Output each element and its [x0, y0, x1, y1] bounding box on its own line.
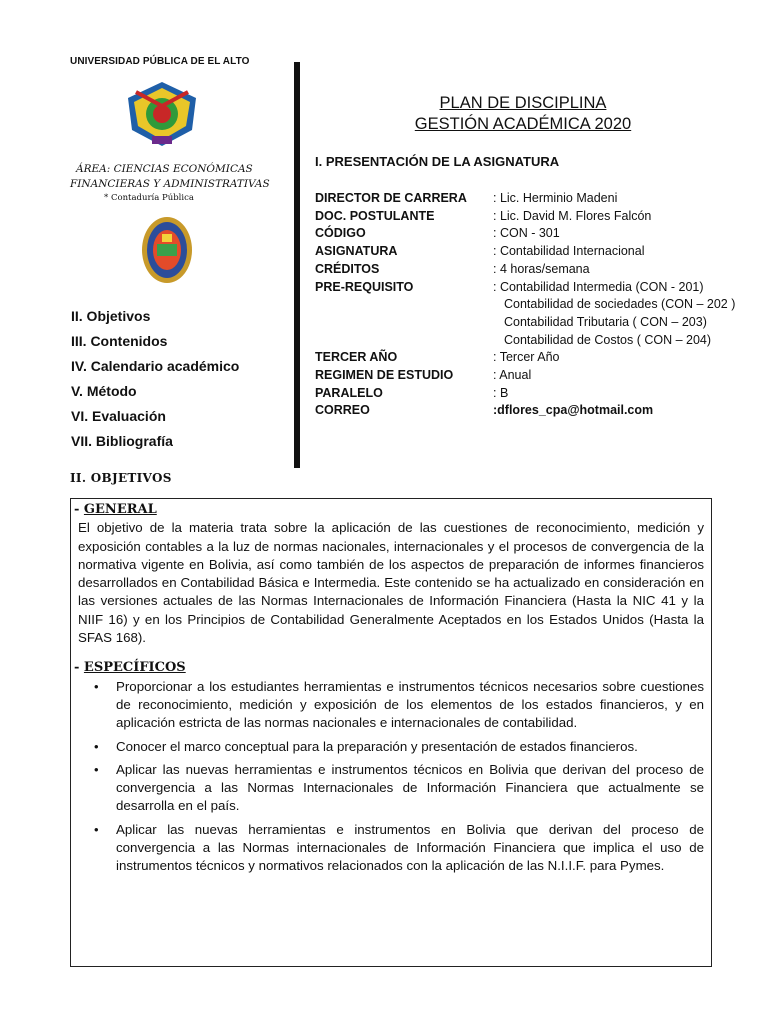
info-row: CRÉDITOS : 4 horas/semana: [315, 261, 590, 276]
prereq-item: Contabilidad Tributaria ( CON – 203): [504, 314, 707, 329]
area-label: ÁREA: CIENCIAS ECONÓMICAS FINANCIERAS Y ADMINISTRATIVAS: [70, 163, 270, 190]
section-1-heading: I. PRESENTACIÓN DE LA ASIGNATURA: [315, 154, 560, 169]
info-row: ASIGNATURA : Contabilidad Internacional: [315, 244, 645, 259]
list-item: • Aplicar las nuevas herramientas e instrumentos en Bolivia que derivan del proceso de convergencia a las Normas internacionales de Información Financiera que implica el uso de instrumentos técnicos y normativos relacionados con la aplicación de las N.I.I.F. para Pymes.: [116, 821, 704, 876]
plan-title: PLAN DE DISCIPLINA: [439, 94, 607, 112]
toc-item: IV. Calendario académico: [71, 358, 240, 374]
info-row: DOC. POSTULANTE : Lic. David M. Flores Falcón: [315, 208, 652, 223]
info-row: CÓDIGO : CON - 301: [315, 226, 560, 241]
list-item: • Conocer el marco conceptual para la preparación y presentación de estados financieros.: [116, 738, 704, 756]
university-seal-logo: [122, 78, 202, 150]
toc-item: III. Contenidos: [71, 333, 168, 349]
list-item: • Aplicar las nuevas herramientas e instrumentos técnicos en Bolivia que derivan del proceso de convergencia a las Normas Internacionales de Información Financiera que actualmente se desarrolla en el país.: [116, 761, 704, 816]
toc-item: II. Objetivos: [71, 308, 151, 324]
toc-item: VI. Evaluación: [71, 408, 166, 424]
prereq-item: Contabilidad de sociedades (CON – 202 ): [504, 297, 736, 312]
subject-info: [315, 190, 755, 420]
list-item: • Proporcionar a los estudiantes herramientas e instrumentos técnicos necesarios sobre cuestiones de reconocimiento, medición y exposición de los elementos de los estados financieros, y en aplicación estricta de las normas nacionales e internacionales de contabilidad.: [116, 678, 704, 733]
specific-list: [74, 678, 704, 876]
table-of-contents: [71, 304, 239, 454]
info-row: PRE-REQUISITO : Contabilidad Intermedia (CON - 201): [315, 279, 704, 294]
university-name: UNIVERSIDAD PÚBLICA DE EL ALTO: [70, 56, 250, 67]
plan-title-block: [300, 93, 746, 135]
toc-item: VII. Bibliografía: [71, 433, 173, 449]
specific-heading: - ESPECÍFICOS: [74, 660, 186, 676]
career-seal-logo: [140, 214, 194, 286]
toc-item: V. Método: [71, 383, 137, 399]
info-row: REGIMEN DE ESTUDIO : Anual: [315, 368, 532, 383]
career-label: * Contaduría Pública: [104, 193, 194, 203]
plan-subtitle: GESTIÓN ACADÉMICA 2020: [414, 115, 632, 133]
email-address: :dflores_cpa@hotmail.com: [493, 403, 654, 418]
general-paragraph: El objetivo de la materia trata sobre la aplicación de las cuestiones de reconocimiento, medición y exposición contables a la luz de normas nacionales, internacionales y el procesos de convergencia de la normativa vigente en Bolivia, así como también de los aspectos de preparación de informes financieros desarrollados en Contabilidad Básica e Intermedia. Este contenido se ha actualizado en consideración en las versiones actuales de las Normas Internacionales de Información Financiera (Hasta la NIC 41 y la NIIF 16) y en los Principios de Contabilidad Generalmente Aceptados en los Estados Unidos (Hasta la SFAS 168).: [78, 520, 704, 646]
info-row: CORREO :dflores_cpa@hotmail.com: [315, 403, 654, 418]
info-row: DIRECTOR DE CARRERA : Lic. Herminio Madeni: [315, 191, 618, 205]
prereq-item: Contabilidad de Costos ( CON – 204): [504, 332, 712, 347]
info-row: TERCER AÑO : Tercer Año: [315, 350, 560, 365]
info-row: PARALELO : B: [315, 385, 509, 400]
general-heading: - GENERAL: [74, 502, 157, 517]
objectives-heading: II. OBJETIVOS: [70, 471, 172, 485]
objectives-box: [70, 498, 712, 967]
